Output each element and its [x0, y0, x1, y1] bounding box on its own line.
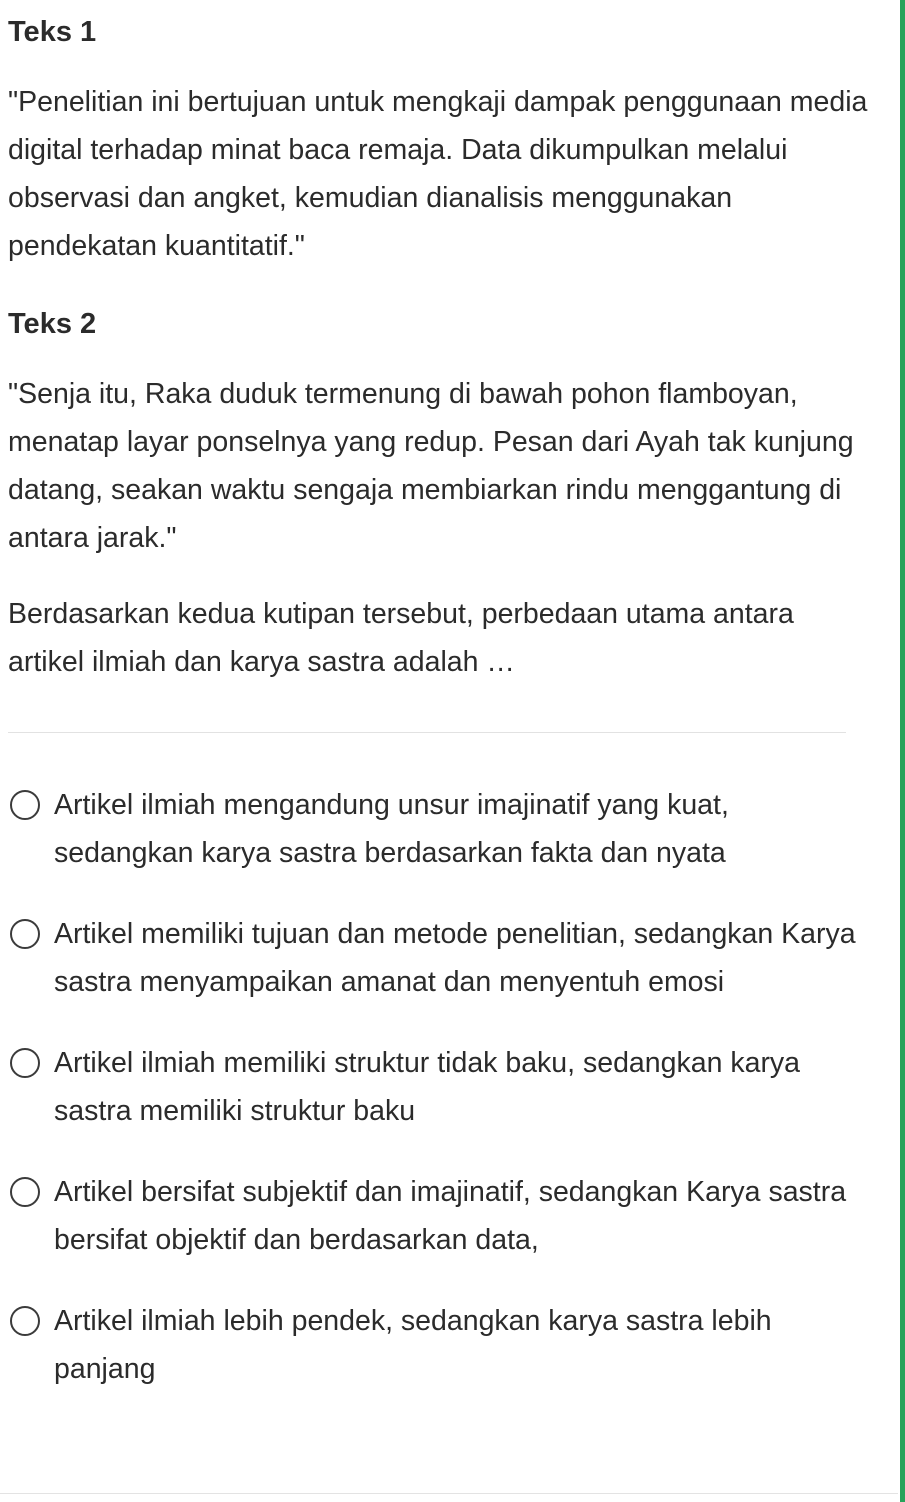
- answer-options: [8, 781, 868, 1393]
- radio-button-icon[interactable]: [10, 1306, 40, 1336]
- answer-option-d[interactable]: [8, 1168, 868, 1264]
- accent-bar: [900, 0, 905, 1502]
- question-prompt: Berdasarkan kedua kutipan tersebut, perbedaan utama antara artikel ilmiah dan karya sastra adalah …: [8, 598, 794, 678]
- text2-body: "Senja itu, Raka duduk termenung di bawah pohon flamboyan, menatap layar ponselnya yang redup. Pesan dari Ayah tak kunjung datang, seakan waktu sengaja membiarkan rindu menggantung di antara jarak.": [8, 378, 854, 554]
- answer-option-label: Artikel ilmiah memiliki struktur tidak baku, sedangkan karya sastra memiliki struktur baku: [54, 1047, 801, 1127]
- answer-option-label: Artikel bersifat subjektif dan imajinatif, sedangkan Karya sastra bersifat objektif dan berdasarkan data,: [54, 1176, 847, 1256]
- divider: [8, 732, 846, 733]
- text1-heading: Teks 1: [8, 16, 97, 48]
- answer-option-label: Artikel ilmiah mengandung unsur imajinatif yang kuat, sedangkan karya sastra berdasarkan fakta dan nyata: [54, 789, 729, 869]
- answer-option-b[interactable]: [8, 910, 868, 1006]
- answer-option-a[interactable]: [8, 781, 868, 877]
- text1-body: "Penelitian ini bertujuan untuk mengkaji dampak penggunaan media digital terhadap minat baca remaja. Data dikumpulkan melalui observasi dan angket, kemudian dianalisis menggunakan pendekatan kuantitatif.": [8, 86, 868, 262]
- answer-option-label: Artikel ilmiah lebih pendek, sedangkan karya sastra lebih panjang: [54, 1305, 772, 1385]
- radio-button-icon[interactable]: [10, 1048, 40, 1078]
- text2-heading: Teks 2: [8, 308, 97, 340]
- answer-option-c[interactable]: [8, 1039, 868, 1135]
- answer-option-e[interactable]: [8, 1297, 868, 1393]
- radio-button-icon[interactable]: [10, 919, 40, 949]
- answer-option-label: Artikel memiliki tujuan dan metode penelitian, sedangkan Karya sastra menyampaikan amanat dan menyentuh emosi: [54, 918, 856, 998]
- radio-button-icon[interactable]: [10, 790, 40, 820]
- radio-button-icon[interactable]: [10, 1177, 40, 1207]
